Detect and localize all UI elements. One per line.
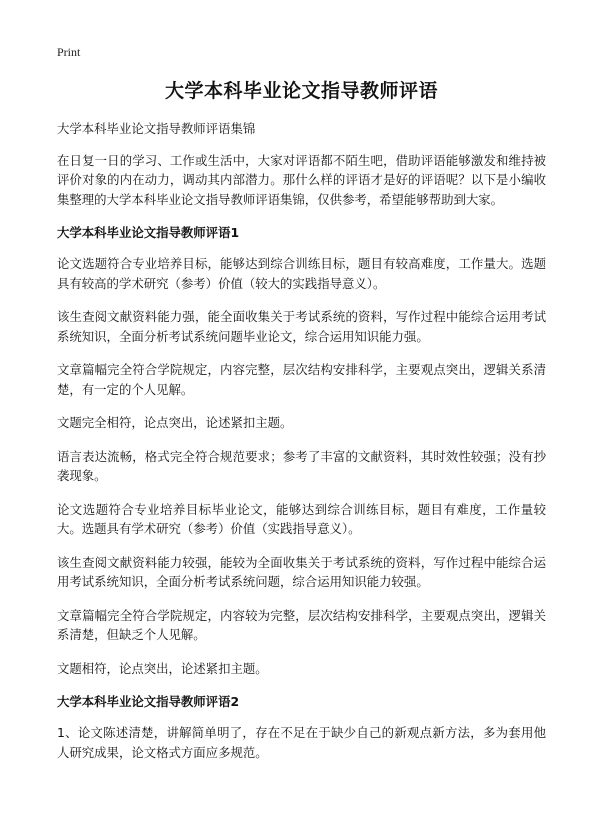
section-2 — [57, 692, 546, 762]
section-1 — [57, 223, 546, 678]
comment-paragraph: 该生查阅文献资料能力较强，能较为全面收集关于考试系统的资料，写作过程中能综合运用考试系统知识，全面分析考试系统问题，综合运用知识能力较强。 — [57, 554, 546, 589]
comment-paragraph: 论文选题符合专业培养目标毕业论文，能够达到综合训练目标，题目有难度，工作量较大。选题具有学术研究（参考）价值（实践指导意义）。 — [57, 501, 546, 536]
comment-paragraph: 该生查阅文献资料能力强，能全面收集关于考试系统的资料，写作过程中能综合运用考试系统知识，全面分析考试系统问题毕业论文，综合运用知识能力强。 — [57, 309, 546, 344]
document-title: 大学本科毕业论文指导教师评语 — [164, 80, 438, 102]
comment-paragraph: 文题相符，论点突出，论述紧扣主题。 — [57, 660, 268, 676]
comment-paragraph: 文章篇幅完全符合学院规定，内容较为完整，层次结构安排科学，主要观点突出，逻辑关系清楚，但缺乏个人见解。 — [57, 607, 546, 642]
section-heading: 大学本科毕业论文指导教师评语2 — [57, 694, 240, 709]
comment-paragraph: 语言表达流畅，格式完全符合规范要求；参考了丰富的文献资料，其时效性较强；没有抄袭现象。 — [57, 448, 546, 483]
document-subtitle: 大学本科毕业论文指导教师评语集锦 — [57, 121, 256, 136]
comment-paragraph: 文题完全相符，论点突出，论述紧扣主题。 — [57, 415, 293, 430]
intro-paragraph: 在日复一日的学习、工作或生活中，大家对评语都不陌生吧，借助评语能够激发和维持被评价对象的内在动力，调动其内部潜力。那什么样的评语才是好的评语呢？以下是小编收集整理的大学本科毕业论文指导教师评语集锦，仅供参考，希望能够帮助到大家。 — [57, 152, 546, 207]
comment-paragraph: 文章篇幅完全符合学院规定，内容完整，层次结构安排科学，主要观点突出，逻辑关系清楚，有一定的个人见解。 — [57, 362, 546, 397]
section-heading: 大学本科毕业论文指导教师评语1 — [57, 225, 240, 240]
print-link[interactable]: Print — [57, 45, 81, 59]
comment-paragraph: 论文选题符合专业培养目标，能够达到综合训练目标，题目有较高难度，工作量大。选题具有较高的学术研究（参考）价值（较大的实践指导意义）。 — [57, 256, 546, 291]
comment-paragraph: 1、论文陈述清楚，讲解简单明了，存在不足在于缺少自己的新观点新方法，多为套用他人研究成果，论文格式方面应多规范。 — [57, 725, 546, 760]
